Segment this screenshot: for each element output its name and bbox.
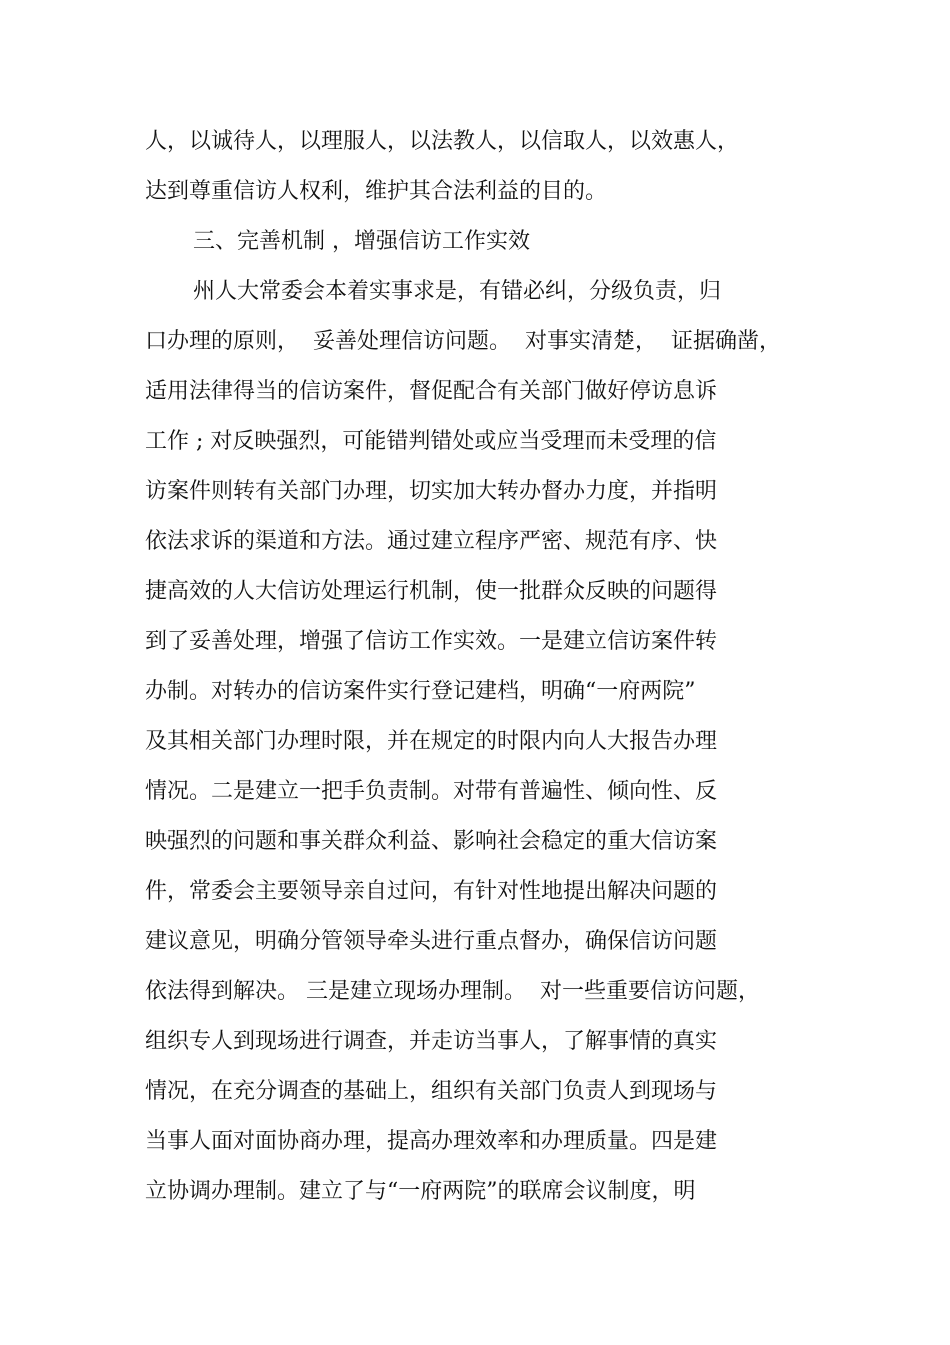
section-heading: 三、完善机制 ，增强信访工作实效 <box>193 229 530 254</box>
text-line: 映强烈的问题和事关群众利益、影响社会稳定的重大信访案 <box>145 829 718 854</box>
text-line: 口办理的原则， 妥善处理信访问题。 对事实清楚， 证据确凿， <box>145 329 781 354</box>
text-line: 立协调办理制。建立了与“一府两院”的联席会议制度，明 <box>145 1179 696 1204</box>
text-line: 到了妥善处理，增强了信访工作实效。一是建立信访案件转 <box>145 629 718 654</box>
text-line: 情况。二是建立一把手负责制。对带有普遍性、倾向性、反 <box>145 779 718 804</box>
text-line: 情况，在充分调查的基础上，组织有关部门负责人到现场与 <box>145 1079 718 1104</box>
text-line: 适用法律得当的信访案件，督促配合有关部门做好停访息诉 <box>145 379 718 404</box>
text-line: 捷高效的人大信访处理运行机制，使一批群众反映的问题得 <box>145 579 718 604</box>
text-line: 工作 ; 对反映强烈，可能错判错处或应当受理而未受理的信 <box>145 429 717 454</box>
text-line: 及其相关部门办理时限，并在规定的时限内向人大报告办理 <box>145 729 718 754</box>
text-line: 建议意见，明确分管领导牵头进行重点督办，确保信访问题 <box>145 929 718 954</box>
text-line: 件，常委会主要领导亲自过问，有针对性地提出解决问题的 <box>145 879 718 904</box>
text-line: 依法得到解决。 三是建立现场办理制。 对一些重要信访问题， <box>145 979 760 1004</box>
text-line: 当事人面对面协商办理，提高办理效率和办理质量。四是建 <box>145 1129 718 1154</box>
text-line: 办制。对转办的信访案件实行登记建档，明确“一府两院” <box>145 679 696 704</box>
paragraph-first-line: 州人大常委会本着实事求是，有错必纠，分级负责，归 <box>193 279 722 304</box>
text-line: 人，以诚待人，以理服人，以法教人，以信取人，以效惠人， <box>145 129 740 154</box>
text-line: 访案件则转有关部门办理，切实加大转办督办力度，并指明 <box>145 479 718 504</box>
text-line: 依法求诉的渠道和方法。通过建立程序严密、规范有序、快 <box>145 529 718 554</box>
text-line: 达到尊重信访人权利，维护其合法利益的目的。 <box>145 179 608 204</box>
text-line: 组织专人到现场进行调查，并走访当事人，了解事情的真实 <box>145 1029 718 1054</box>
